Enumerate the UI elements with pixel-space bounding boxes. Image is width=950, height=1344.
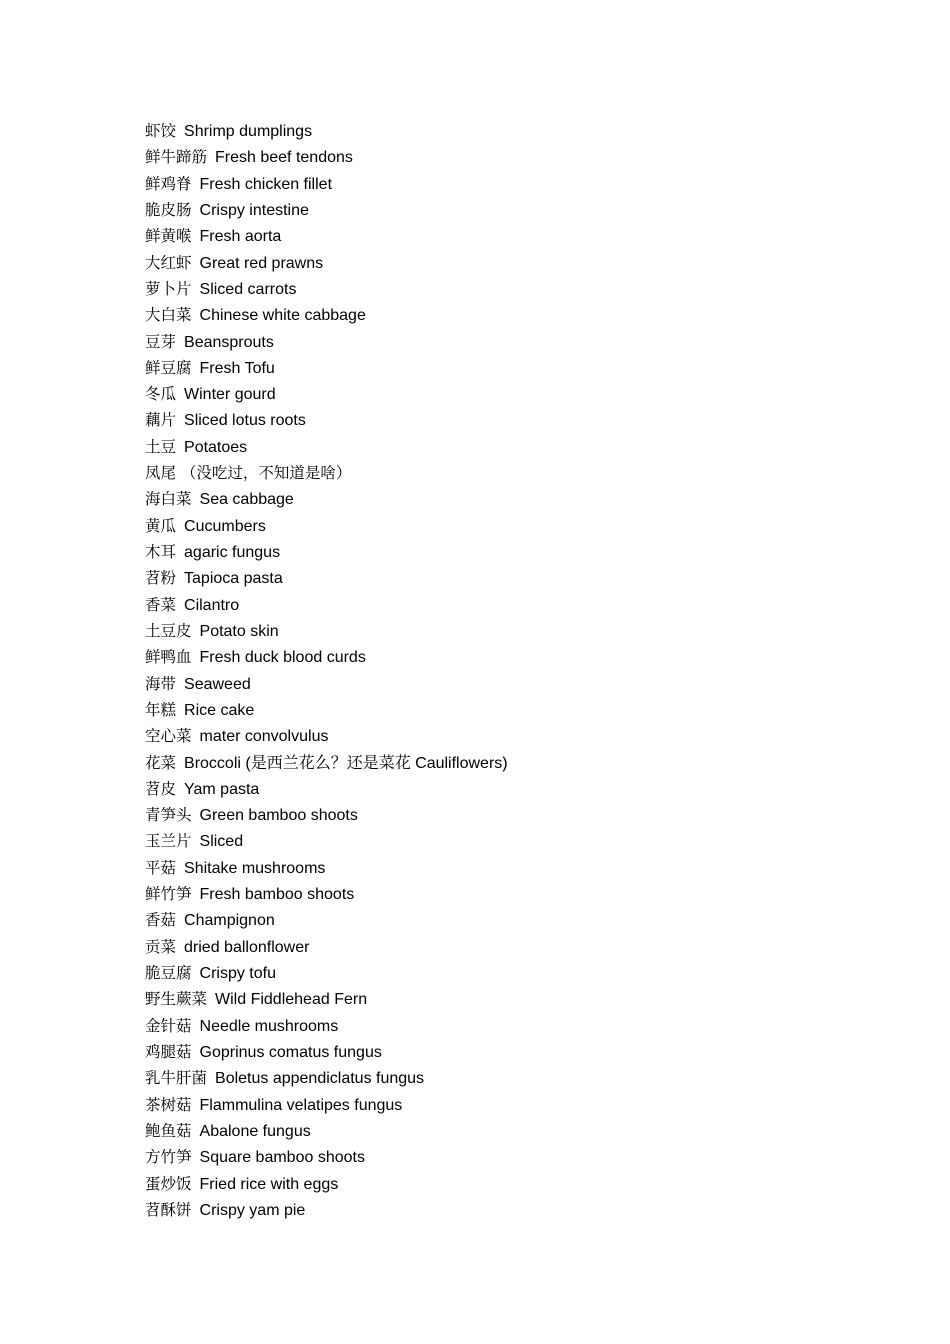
list-item [145, 618, 508, 644]
list-item [145, 276, 508, 302]
english-dish-name: Potatoes [184, 438, 248, 456]
english-dish-name: Fresh chicken fillet [199, 175, 333, 193]
english-dish-name: Beansprouts [184, 333, 274, 351]
english-dish-name: Sea cabbage [199, 491, 294, 509]
english-dish-name: Cilantro [184, 596, 240, 614]
chinese-dish-name: 青笋头 [145, 806, 192, 825]
english-dish-name: Abalone fungus [199, 1122, 311, 1140]
chinese-dish-name: 藕片 [145, 411, 177, 430]
list-item [145, 723, 508, 749]
list-item [145, 355, 508, 381]
list-item [145, 934, 508, 960]
list-item [145, 802, 508, 828]
chinese-dish-name: 海白菜 [145, 490, 192, 509]
list-item [145, 1065, 508, 1091]
english-dish-name: Sliced carrots [199, 280, 297, 298]
list-item [145, 960, 508, 986]
list-item [145, 329, 508, 355]
english-dish-name: Shrimp dumplings [184, 123, 313, 140]
english-dish-name: Fresh beef tendons [215, 149, 353, 167]
english-dish-name: agaric fungus [184, 544, 281, 561]
chinese-dish-name: 鲜鸭血 [145, 648, 192, 667]
list-item [145, 907, 508, 933]
chinese-dish-name: 土豆皮 [145, 621, 192, 640]
chinese-dish-name: 玉兰片 [145, 832, 192, 851]
chinese-dish-name: 黄瓜 [145, 516, 177, 535]
chinese-dish-name: 凤尾 （没吃过，不知道是啥） [145, 464, 352, 483]
english-dish-name: Wild Fiddlehead Fern [215, 991, 368, 1009]
english-dish-name: Goprinus comatus fungus [199, 1043, 382, 1061]
list-item [145, 1092, 508, 1118]
chinese-dish-name: 花菜 [145, 753, 177, 772]
list-item [145, 592, 508, 618]
english-dish-name: Broccoli (是西兰花么？还是菜花 Cauliflowers) [184, 754, 508, 772]
english-dish-name: Fried rice with eggs [199, 1175, 339, 1193]
english-dish-name: Crispy yam pie [199, 1201, 306, 1219]
english-dish-name: Shitake mushrooms [184, 859, 326, 877]
chinese-dish-name: 鲜鸡脊 [145, 174, 192, 193]
chinese-dish-name: 脆皮肠 [145, 200, 192, 219]
chinese-dish-name: 年糕 [145, 700, 177, 719]
chinese-dish-name: 香菜 [145, 595, 177, 614]
english-dish-name: Flammulina velatipes fungus [199, 1096, 403, 1114]
chinese-dish-name: 木耳 [145, 543, 177, 561]
list-item [145, 1171, 508, 1197]
list-item [145, 776, 508, 802]
list-item [145, 671, 508, 697]
list-item [145, 144, 508, 170]
list-item [145, 223, 508, 249]
list-item [145, 171, 508, 197]
list-item [145, 407, 508, 433]
english-dish-name: Great red prawns [199, 254, 324, 272]
chinese-dish-name: 苕皮 [145, 779, 177, 798]
english-dish-name: dried ballonflower [184, 938, 310, 956]
chinese-dish-name: 鲜牛蹄筋 [145, 148, 208, 167]
list-item [145, 1013, 508, 1039]
list-item [145, 1144, 508, 1170]
menu-translation-list [145, 118, 508, 1223]
list-item [145, 513, 508, 539]
chinese-dish-name: 方竹笋 [145, 1148, 192, 1167]
english-dish-name: Fresh Tofu [199, 359, 275, 377]
english-dish-name: Winter gourd [184, 386, 276, 404]
chinese-dish-name: 大红虾 [145, 253, 192, 272]
chinese-dish-name: 苕酥饼 [145, 1200, 192, 1219]
chinese-dish-name: 乳牛肝菌 [145, 1069, 208, 1088]
list-item [145, 434, 508, 460]
chinese-dish-name: 冬瓜 [145, 385, 177, 404]
chinese-dish-name: 野生蕨菜 [145, 990, 208, 1009]
list-item [145, 1118, 508, 1144]
chinese-dish-name: 海带 [145, 674, 177, 693]
english-dish-name: Needle mushrooms [199, 1017, 339, 1035]
english-dish-name: mater convolvulus [199, 728, 329, 746]
english-dish-name: Crispy intestine [199, 201, 309, 219]
english-dish-name: Fresh duck blood curds [199, 649, 366, 667]
chinese-dish-name: 鲜豆腐 [145, 358, 192, 377]
chinese-dish-name: 贡菜 [145, 937, 177, 956]
chinese-dish-name: 苕粉 [145, 569, 177, 588]
english-dish-name: Potato skin [199, 622, 279, 640]
english-dish-name: Sliced lotus roots [184, 412, 306, 430]
chinese-dish-name: 鲜竹笋 [145, 885, 192, 904]
chinese-dish-name: 萝卜片 [145, 279, 192, 298]
list-item [145, 828, 508, 854]
list-item [145, 881, 508, 907]
list-item [145, 565, 508, 591]
list-item [145, 644, 508, 670]
english-dish-name: Rice cake [184, 701, 255, 719]
chinese-dish-name: 脆豆腐 [145, 964, 192, 982]
chinese-dish-name: 鲜黄喉 [145, 227, 192, 246]
list-item [145, 539, 508, 565]
chinese-dish-name: 茶树菇 [145, 1095, 192, 1114]
chinese-dish-name: 豆芽 [145, 332, 177, 351]
chinese-dish-name: 香菇 [145, 911, 177, 930]
chinese-dish-name: 蛋炒饭 [145, 1174, 192, 1193]
english-dish-name: Champignon [184, 912, 275, 930]
chinese-dish-name: 金针菇 [145, 1016, 192, 1035]
list-item [145, 381, 508, 407]
english-dish-name: Yam pasta [184, 780, 260, 798]
chinese-dish-name: 鸡腿菇 [145, 1042, 192, 1061]
chinese-dish-name: 空心菜 [145, 727, 192, 746]
list-item [145, 1197, 508, 1223]
list-item [145, 302, 508, 328]
chinese-dish-name: 虾饺 [145, 122, 177, 140]
list-item [145, 986, 508, 1012]
english-dish-name: Cucumbers [184, 517, 266, 535]
english-dish-name: Green bamboo shoots [199, 807, 358, 825]
english-dish-name: Fresh bamboo shoots [199, 886, 355, 904]
list-item [145, 197, 508, 223]
english-dish-name: Boletus appendiclatus fungus [215, 1070, 425, 1088]
list-item [145, 697, 508, 723]
chinese-dish-name: 大白菜 [145, 306, 192, 325]
list-item [145, 118, 508, 144]
english-dish-name: Crispy tofu [199, 965, 276, 982]
english-dish-name: Sliced [199, 833, 244, 851]
chinese-dish-name: 土豆 [145, 437, 177, 456]
chinese-dish-name: 鲍鱼菇 [145, 1121, 192, 1140]
list-item [145, 486, 508, 512]
english-dish-name: Tapioca pasta [184, 570, 283, 588]
list-item [145, 1039, 508, 1065]
english-dish-name: Square bamboo shoots [199, 1149, 365, 1167]
list-item [145, 460, 508, 486]
english-dish-name: Seaweed [184, 675, 251, 693]
list-item [145, 250, 508, 276]
list-item [145, 750, 508, 776]
english-dish-name: Chinese white cabbage [199, 307, 366, 325]
chinese-dish-name: 平菇 [145, 858, 177, 877]
list-item [145, 855, 508, 881]
english-dish-name: Fresh aorta [199, 228, 282, 246]
